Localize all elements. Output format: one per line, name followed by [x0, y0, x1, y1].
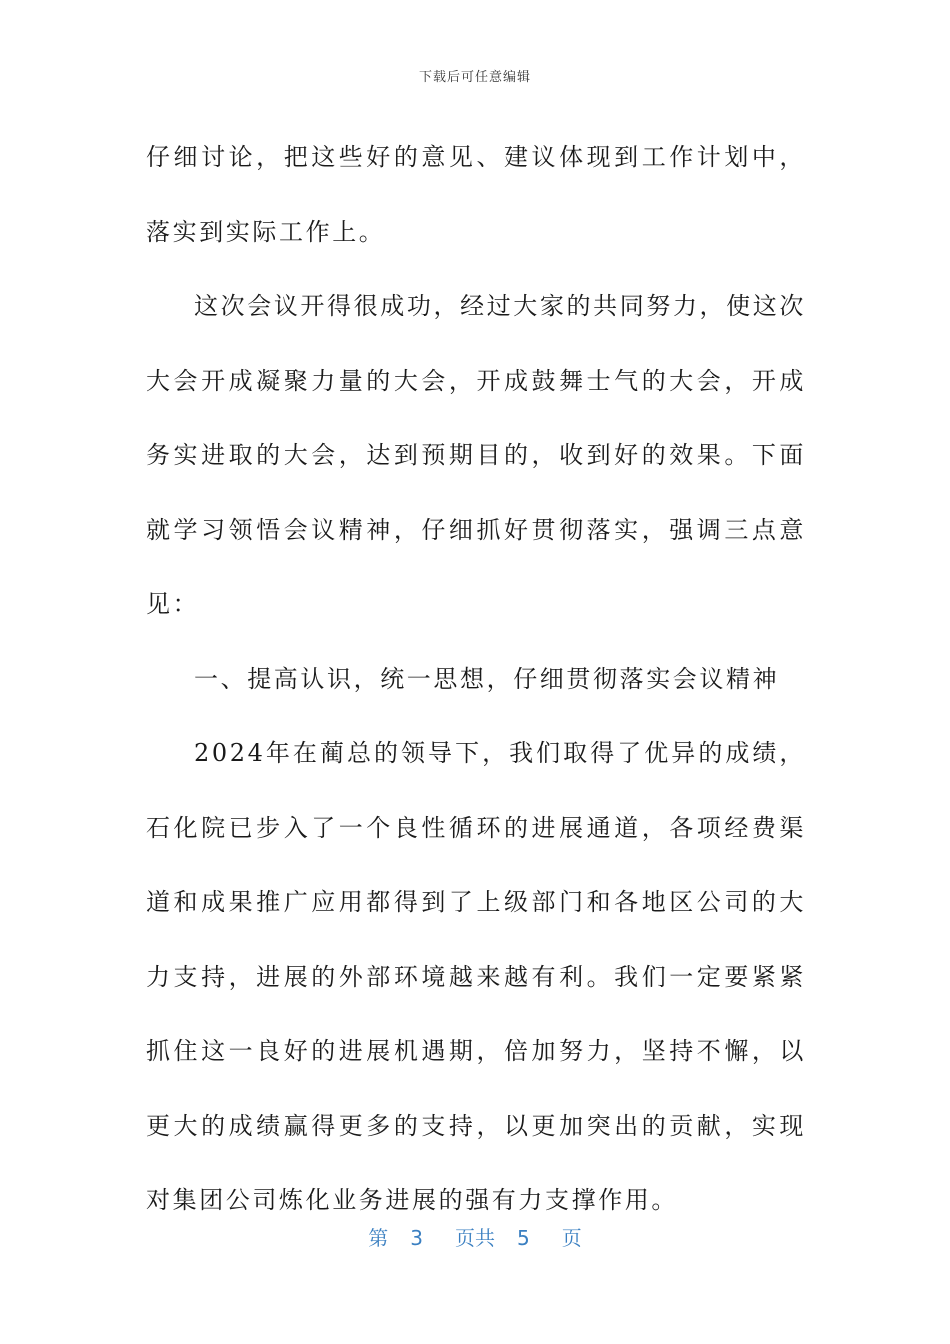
document-body — [146, 120, 806, 1238]
section-heading-1: 一、提高认识，统一思想，仔细贯彻落实会议精神 — [194, 664, 780, 693]
footer-prefix: 第 — [368, 1226, 389, 1250]
page-footer — [0, 1222, 950, 1251]
paragraph-2: 这次会议开得很成功，经过大家的共同努力，使这次大会开成凝聚力量的大会，开成鼓舞士气的大会，开成务实进取的大会，达到预期目的，收到好的效果。下面就学习领悟会议精神，仔细抓好贯彻落实，强调三点意见： — [146, 292, 806, 618]
paragraph-1: 仔细讨论，把这些好的意见、建议体现到工作计划中，落实到实际工作上。 — [146, 143, 806, 246]
page-header: 下载后可任意编辑 — [418, 70, 531, 85]
footer-suffix: 页 — [561, 1226, 582, 1250]
paragraph-3: 2024年在蔺总的领导下，我们取得了优异的成绩，石化院已步入了一个良性循环的进展通道，各项经费渠道和成果推广应用都得到了上级部门和各地区公司的大力支持，进展的外部环境越来越有利。我们一定要紧紧抓住这一良好的进展机遇期，倍加努力，坚持不懈，以更大的成绩赢得更多的支持，以更加突出的贡献，实现对集团公司炼化业务进展的强有力支撑作用。 — [146, 739, 806, 1214]
footer-total-pages: 5 — [517, 1226, 530, 1250]
footer-middle: 页共 — [455, 1226, 495, 1250]
footer-current-page: 3 — [410, 1226, 423, 1250]
